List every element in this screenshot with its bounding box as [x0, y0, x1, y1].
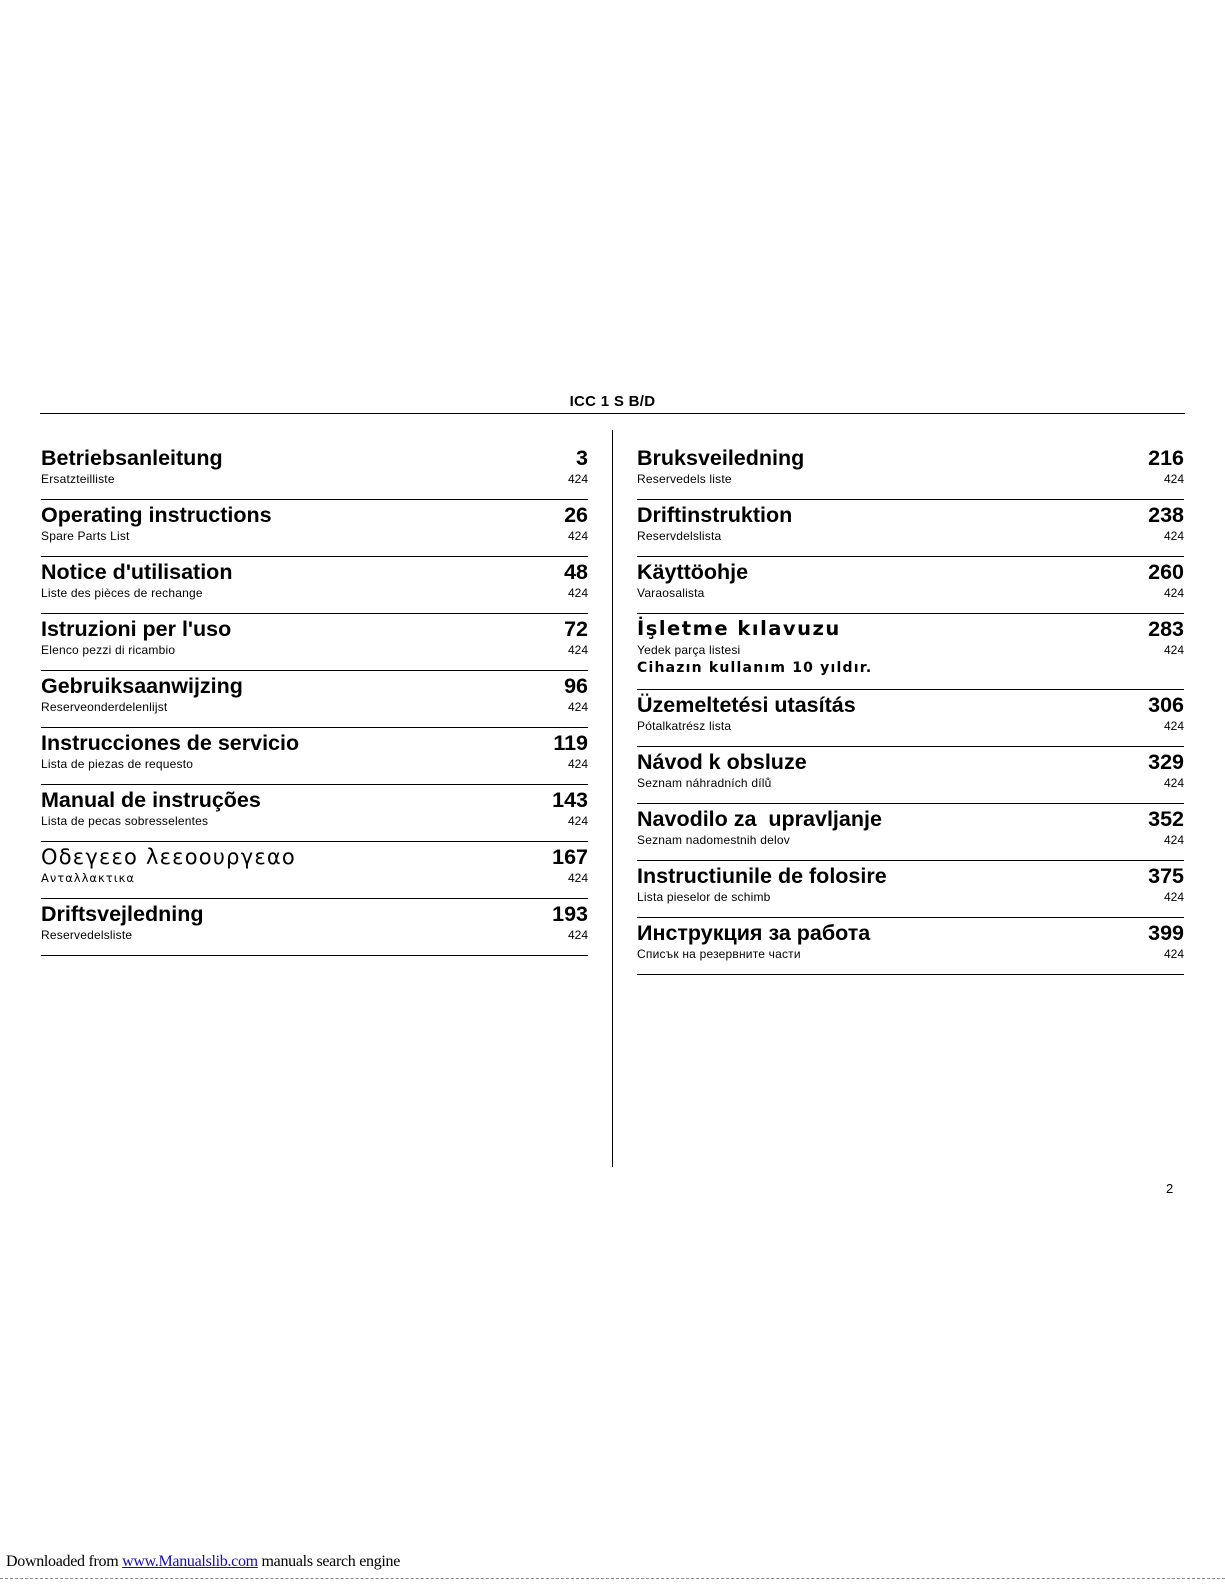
footer-prefix: Downloaded from	[6, 1553, 123, 1570]
toc-entry	[637, 919, 1184, 975]
toc-entry-page: 399	[1148, 921, 1184, 945]
toc-entry-subtitle: Seznam náhradních dílů	[637, 776, 772, 790]
toc-entry-subtitle: Reservedels liste	[637, 472, 732, 486]
toc-entry-page: 167	[552, 845, 588, 869]
toc-entry-subtitle-page: 424	[1163, 643, 1184, 657]
toc-entry-subtitle: Ersatzteilliste	[41, 472, 115, 486]
toc-entry-title: Manual de instruções	[41, 788, 261, 812]
toc-entry-subtitle: Lista de pecas sobresselentes	[41, 814, 209, 828]
manualslib-link[interactable]: www.Manualslib.com	[122, 1553, 258, 1570]
footer-suffix: manuals search engine	[257, 1553, 401, 1570]
toc-entry-page: 306	[1148, 693, 1184, 717]
toc-entry-page: 3	[576, 446, 588, 470]
toc-entry	[41, 672, 588, 728]
toc-entry-subtitle: Elenco pezzi di ricambio	[41, 643, 176, 657]
toc-entry-subtitle: Reserveonderdelenlijst	[41, 700, 168, 714]
toc-entry-page: 143	[552, 788, 588, 812]
toc-entry-subtitle: Lista de piezas de requesto	[41, 757, 194, 771]
toc-entry	[637, 805, 1184, 861]
toc-entry-page: 48	[564, 560, 588, 584]
toc-entry-subtitle-page: 424	[567, 871, 588, 885]
toc-entry-page: 260	[1148, 560, 1184, 584]
toc-entry-subtitle-page: 424	[567, 814, 588, 828]
toc-entry-title: İşletme kılavuzu	[637, 617, 841, 640]
toc-entry	[41, 786, 588, 842]
toc-entry	[637, 558, 1184, 614]
toc-entry-title: Üzemeltetési utasítás	[637, 693, 856, 717]
toc-entry-subtitle-page: 424	[1163, 586, 1184, 600]
toc-entry	[41, 501, 588, 557]
toc-entry-page: 238	[1148, 503, 1184, 527]
toc-entry-subtitle-page: 424	[567, 529, 588, 543]
download-footer	[6, 1553, 400, 1571]
toc-entry-title: Driftinstruktion	[637, 503, 793, 527]
toc-entry-title: Gebruiksaanwijzing	[41, 674, 243, 698]
toc-entry-subtitle: Varaosalista	[637, 586, 705, 600]
footer-divider	[0, 1578, 1225, 1579]
toc-entry	[41, 615, 588, 671]
toc-entry-note: Cihazın kullanım 10 yıldır.	[637, 660, 873, 676]
toc-entry-title: Navodilo za upravljanje	[637, 807, 882, 831]
toc-entry-page: 329	[1148, 750, 1184, 774]
document-title: ICC 1 S B/D	[569, 393, 656, 410]
toc-entry-subtitle-page: 424	[1163, 719, 1184, 733]
toc-entry-subtitle-page: 424	[567, 472, 588, 486]
toc-entry-page: 283	[1148, 617, 1184, 641]
toc-entry-title: Käyttöohje	[637, 560, 749, 584]
toc-entry-page: 375	[1148, 864, 1184, 888]
toc-entry-subtitle: Yedek parça listesi	[637, 643, 741, 657]
toc-entry-subtitle-page: 424	[567, 700, 588, 714]
toc-entry-title: Bruksveiledning	[637, 446, 805, 470]
toc-entry-title: Betriebsanleitung	[41, 446, 223, 470]
toc-entry-subtitle-page: 424	[1163, 890, 1184, 904]
toc-entry-page: 216	[1148, 446, 1184, 470]
toc-entry-subtitle: Liste des pièces de rechange	[41, 586, 203, 600]
toc-entry	[41, 558, 588, 614]
toc-entry-subtitle: Reservdelslista	[637, 529, 722, 543]
toc-entry	[637, 501, 1184, 557]
toc-entry-subtitle-page: 424	[1163, 776, 1184, 790]
toc-entry-subtitle-page: 424	[567, 643, 588, 657]
toc-entry-subtitle-page: 424	[567, 586, 588, 600]
toc-entry-page: 352	[1148, 807, 1184, 831]
toc-entry	[637, 691, 1184, 747]
toc-entry-subtitle: Seznam nadomestnih delov	[637, 833, 790, 847]
toc-entry-subtitle: Ανταλλακτικα	[41, 871, 135, 885]
toc-entry	[637, 748, 1184, 804]
toc-entry-title: Návod k obsluze	[637, 750, 807, 774]
column-divider	[612, 430, 613, 1167]
toc-entry-page: 193	[552, 902, 588, 926]
toc-entry	[41, 444, 588, 500]
toc-entry-subtitle: Lista pieselor de schimb	[637, 890, 771, 904]
toc-entry	[637, 615, 1184, 690]
toc-entry	[41, 729, 588, 785]
toc-entry-subtitle-page: 424	[1163, 833, 1184, 847]
toc-entry-subtitle: Reservedelsliste	[41, 928, 133, 942]
toc-entry-subtitle-page: 424	[567, 757, 588, 771]
toc-entry-subtitle-page: 424	[567, 928, 588, 942]
toc-entry-subtitle: Списък на резервните части	[637, 947, 801, 961]
toc-entry-title: Instructiunile de folosire	[637, 864, 887, 888]
toc-entry	[41, 843, 588, 899]
toc-entry-page: 72	[564, 617, 588, 641]
toc-entry-title: Οδεγεεο λεεοουργεαο	[41, 845, 296, 869]
toc-entry	[41, 900, 588, 956]
toc-entry-title: Istruzioni per l'uso	[41, 617, 232, 641]
page-number: 2	[1166, 1181, 1174, 1196]
toc-entry-page: 96	[564, 674, 588, 698]
toc-entry-subtitle: Pótalkatrész lista	[637, 719, 732, 733]
toc-entry-title: Instrucciones de servicio	[41, 731, 300, 755]
toc-entry-page: 26	[564, 503, 588, 527]
toc-entry	[637, 444, 1184, 500]
toc-entry	[637, 862, 1184, 918]
header-divider	[40, 413, 1185, 414]
toc-right-column	[637, 444, 1184, 975]
toc-left-column	[41, 444, 588, 956]
toc-entry-page: 119	[553, 731, 588, 755]
toc-entry-subtitle-page: 424	[1163, 529, 1184, 543]
toc-entry-title: Инструкция за работа	[637, 921, 871, 945]
toc-entry-subtitle: Spare Parts List	[41, 529, 130, 543]
toc-entry-title: Driftsvejledning	[41, 902, 204, 926]
toc-entry-title: Notice d'utilisation	[41, 560, 233, 584]
toc-entry-title: Operating instructions	[41, 503, 272, 527]
toc-entry-subtitle-page: 424	[1163, 472, 1184, 486]
toc-entry-subtitle-page: 424	[1163, 947, 1184, 961]
